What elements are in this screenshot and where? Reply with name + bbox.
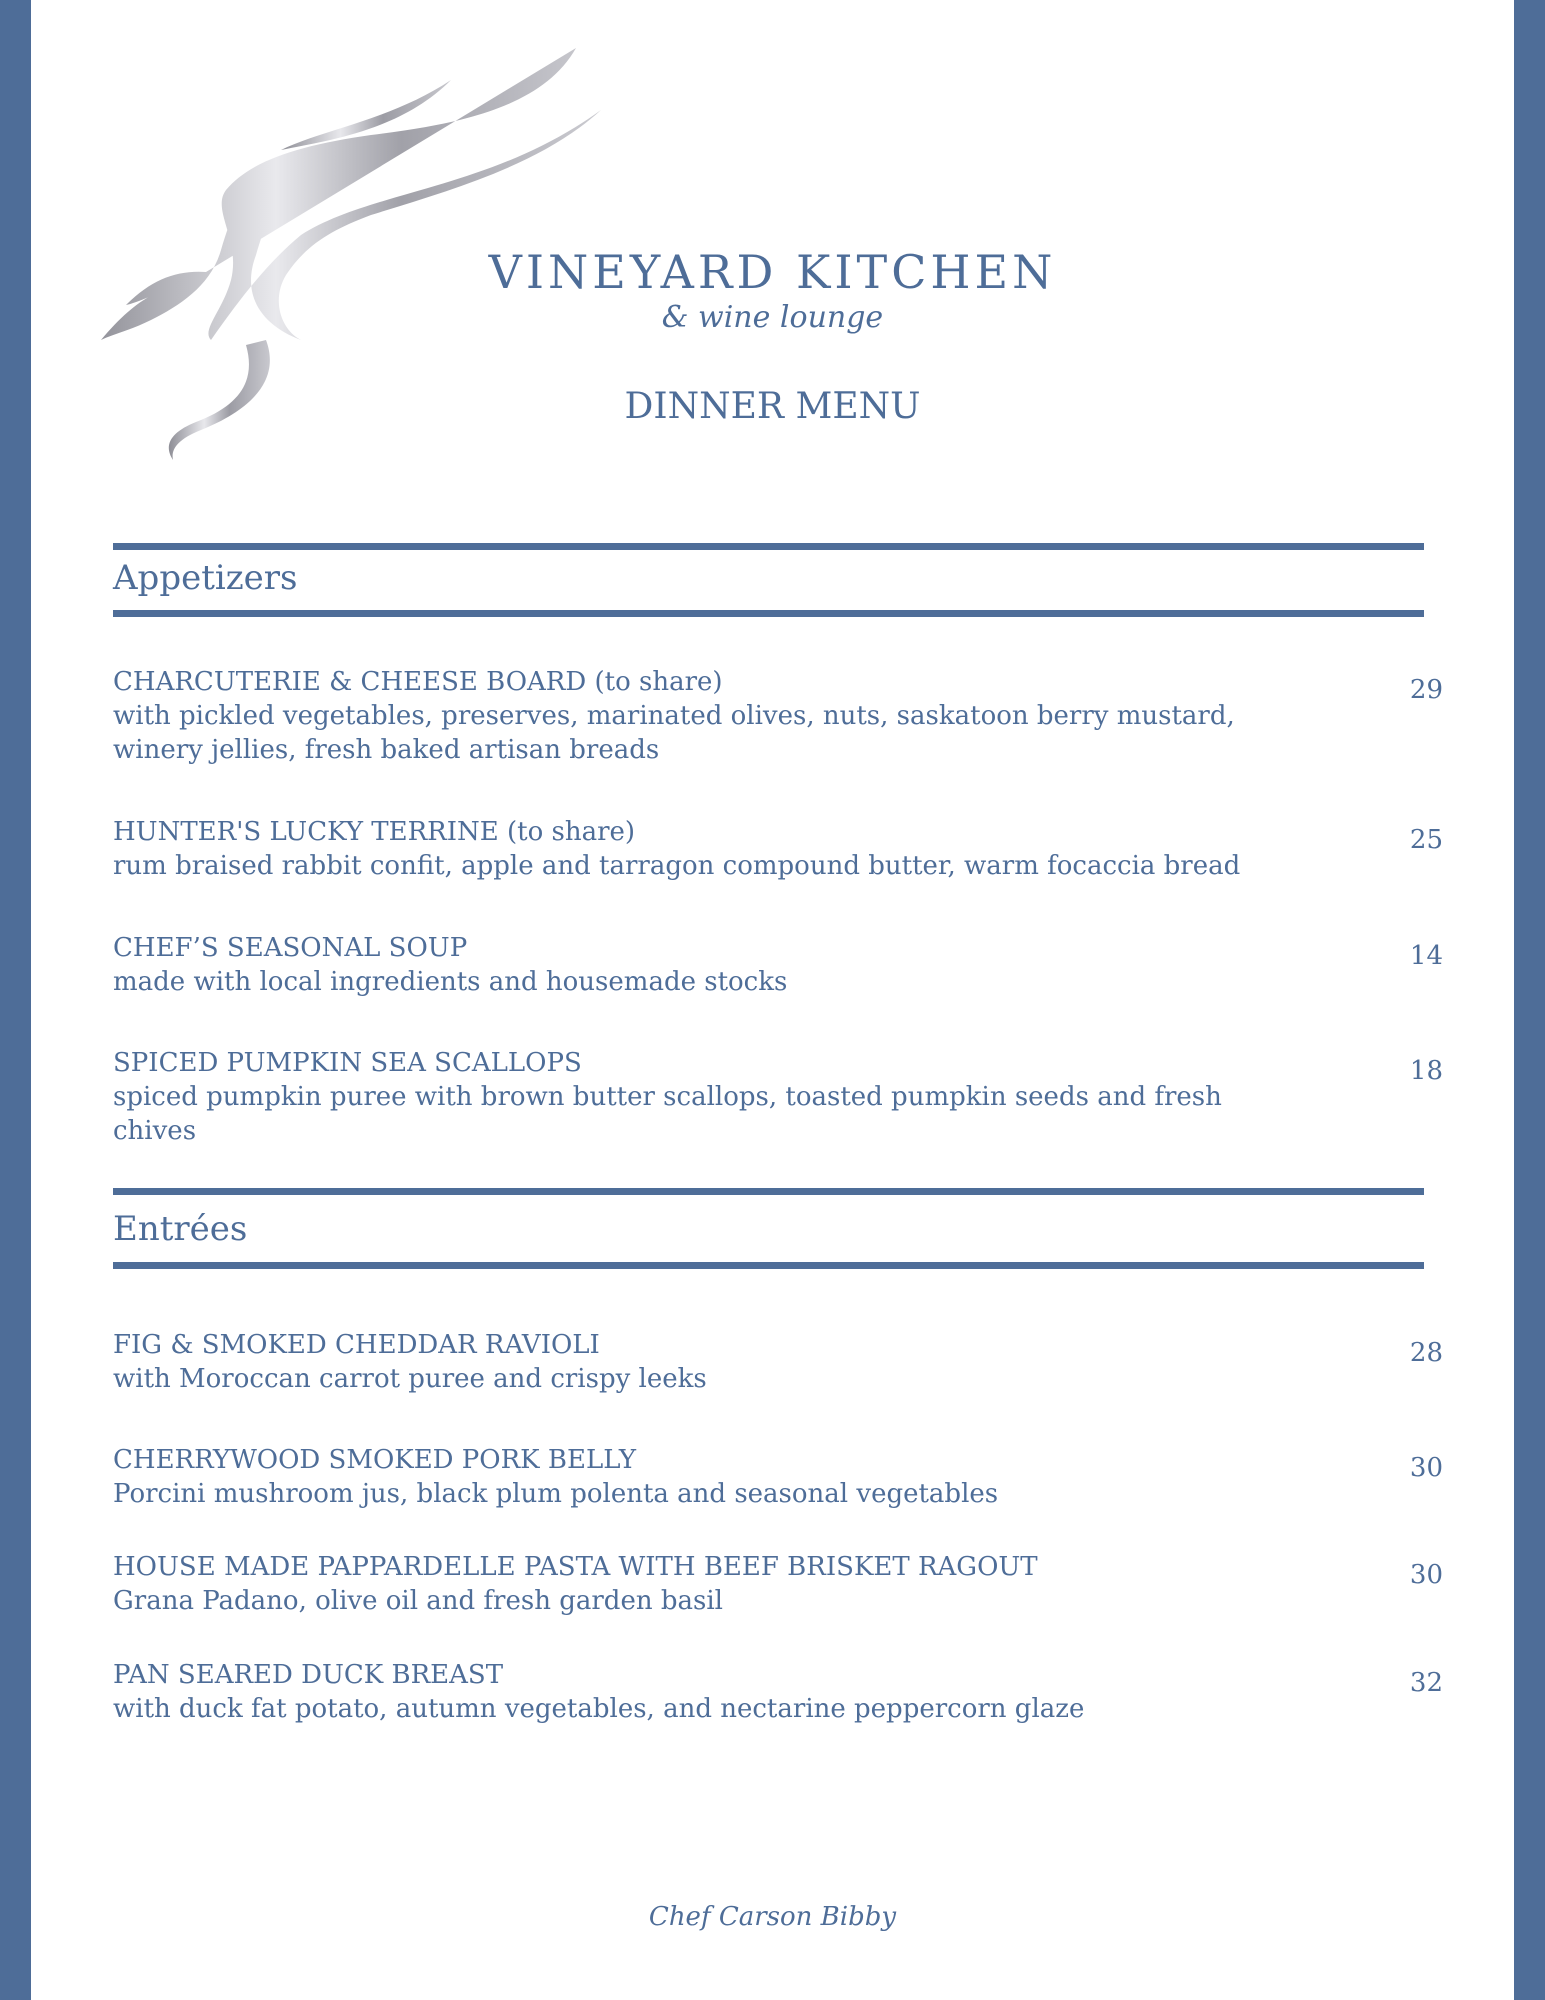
item-name: HOUSE MADE PAPPARDELLE PASTA WITH BEEF BRISKET RAGOUT	[113, 1552, 1038, 1582]
item-price: 28	[1409, 1338, 1443, 1368]
menu-item	[113, 815, 1443, 883]
item-description: with pickled vegetables, preserves, marinated olives, nuts, saskatoon berry mustard, winery jellies, fresh baked artisan breads	[113, 701, 1235, 765]
menu-item	[113, 665, 1443, 767]
item-name: CHEF’S SEASONAL SOUP	[113, 933, 468, 963]
menu-item	[113, 1550, 1443, 1618]
item-price: 25	[1409, 825, 1443, 855]
chef-signature: Chef Carson Bibby	[648, 1902, 897, 1932]
menu-item	[113, 1328, 1443, 1396]
restaurant-title: VINEYARD KITCHEN	[488, 245, 1057, 299]
item-price: 30	[1409, 1560, 1443, 1590]
item-price: 14	[1409, 941, 1443, 971]
section-divider-top	[113, 1188, 1424, 1195]
item-description: with Moroccan carrot puree and crispy leeks	[113, 1364, 707, 1394]
item-name: FIG & SMOKED CHEDDAR RAVIOLI	[113, 1330, 600, 1360]
menu-item	[113, 1443, 1443, 1511]
item-name: SPICED PUMPKIN SEA SCALLOPS	[113, 1048, 582, 1078]
section-heading-entrees: Entrées	[113, 1209, 248, 1249]
item-price: 30	[1409, 1453, 1443, 1483]
menu-page	[31, 0, 1514, 2000]
section-divider-bottom	[113, 610, 1424, 617]
item-price: 32	[1409, 1668, 1443, 1698]
section-divider-top	[113, 543, 1424, 550]
menu-title: DINNER MENU	[624, 386, 921, 427]
item-description: Porcini mushroom jus, black plum polenta and seasonal vegetables	[113, 1479, 999, 1509]
item-description: spiced pumpkin puree with brown butter scallops, toasted pumpkin seeds and fresh chives	[113, 1082, 1222, 1146]
section-divider-bottom	[113, 1262, 1424, 1269]
item-name: CHARCUTERIE & CHEESE BOARD (to share)	[113, 667, 723, 697]
item-description: made with local ingredients and housemade stocks	[113, 967, 788, 997]
item-description: rum braised rabbit confit, apple and tarragon compound butter, warm focaccia bread	[113, 851, 1241, 881]
item-name: HUNTER'S LUCKY TERRINE (to share)	[113, 817, 636, 847]
item-price: 29	[1409, 675, 1443, 705]
restaurant-subtitle: & wine lounge	[661, 300, 884, 335]
section-heading-appetizers: Appetizers	[113, 558, 298, 598]
menu-item	[113, 1658, 1443, 1726]
item-name: CHERRYWOOD SMOKED PORK BELLY	[113, 1445, 636, 1475]
item-price: 18	[1409, 1056, 1443, 1086]
menu-item	[113, 1046, 1443, 1148]
menu-item	[113, 931, 1443, 999]
item-description: with duck fat potato, autumn vegetables, and nectarine peppercorn glaze	[113, 1694, 1085, 1724]
item-name: PAN SEARED DUCK BREAST	[113, 1660, 504, 1690]
item-description: Grana Padano, olive oil and fresh garden basil	[113, 1586, 723, 1616]
